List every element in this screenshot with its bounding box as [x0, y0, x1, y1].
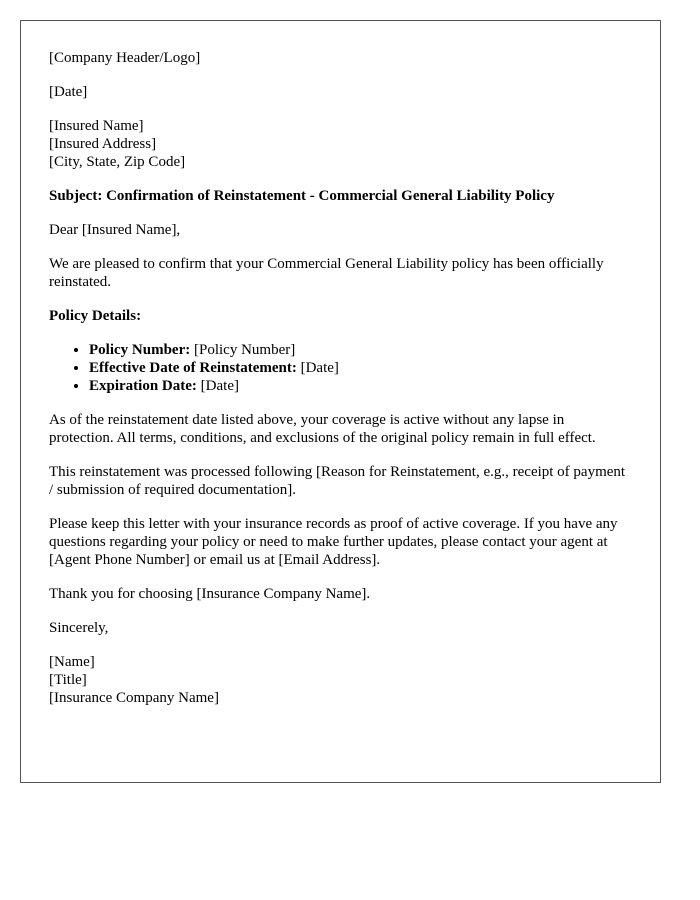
contact-paragraph: Please keep this letter with your insurance records as proof of active coverage. If you have any questions regarding your policy or need to make further updates, please contact your agent at [Agent Phone Number] or email us at [Email Address]. [49, 516, 618, 568]
subject-text: Subject: Confirmation of Reinstatement - Commercial General Liability Policy [49, 188, 555, 204]
reason-paragraph: This reinstatement was processed following [Reason for Reinstatement, e.g., receipt of payment / submission of required documentation]. [49, 464, 626, 498]
letter-date: [Date] [49, 84, 88, 100]
recipient-address: [Insured Address] [49, 136, 157, 152]
closing: Sincerely, [49, 620, 109, 636]
details-heading [49, 307, 632, 325]
policy-details-list [49, 341, 632, 395]
detail-label: Policy Number: [89, 342, 191, 358]
recipient-city: [City, State, Zip Code] [49, 154, 186, 170]
signer-title: [Title] [49, 672, 87, 688]
policy-detail-item [89, 377, 632, 395]
detail-value: [Date] [196, 378, 239, 394]
detail-label: Expiration Date: [89, 378, 197, 394]
policy-detail-item [89, 341, 632, 359]
company-header: [Company Header/Logo] [49, 50, 201, 66]
intro-paragraph: We are pleased to confirm that your Commercial General Liability policy has been officially reinstated. [49, 256, 604, 290]
detail-label: Effective Date of Reinstatement: [89, 360, 297, 376]
details-heading-text: Policy Details: [49, 308, 142, 324]
detail-value: [Date] [296, 360, 339, 376]
detail-value: [Policy Number] [190, 342, 296, 358]
letter [20, 20, 661, 783]
coverage-paragraph: As of the reinstatement date listed above, your coverage is active without any lapse in protection. All terms, conditions, and exclusions of the original policy remain in full effect. [49, 412, 596, 446]
policy-detail-item [89, 359, 632, 377]
recipient-name: [Insured Name] [49, 118, 144, 134]
salutation: Dear [Insured Name], [49, 222, 181, 238]
signature-block [49, 653, 632, 707]
thanks-paragraph: Thank you for choosing [Insurance Company Name]. [49, 586, 371, 602]
signer-name: [Name] [49, 654, 95, 670]
subject-line [49, 187, 632, 205]
signer-company: [Insurance Company Name] [49, 690, 219, 706]
recipient-block [49, 117, 632, 171]
